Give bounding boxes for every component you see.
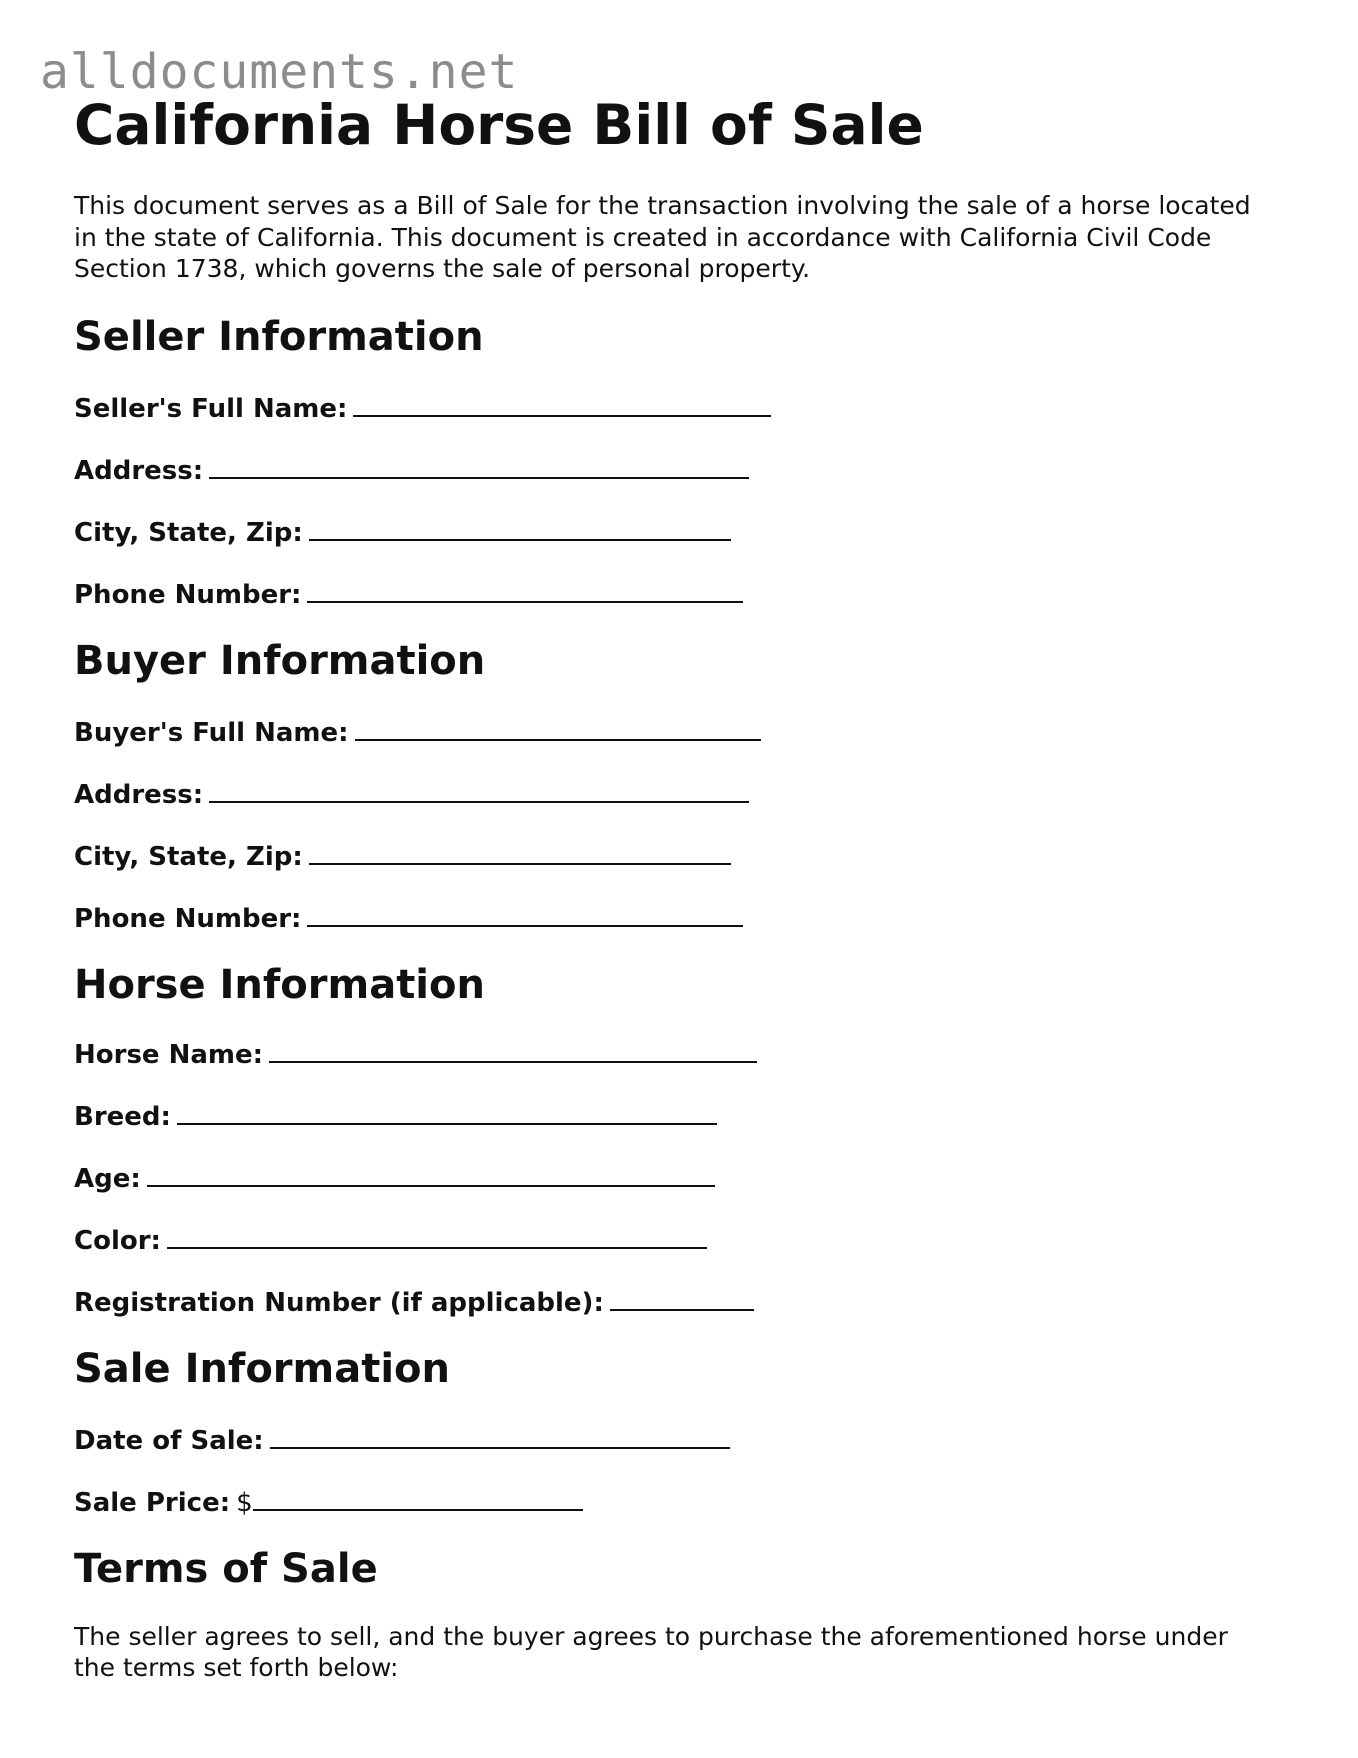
buyer-phone-blank[interactable] <box>307 899 743 927</box>
seller-section <box>74 389 1284 611</box>
seller-phone-field[interactable] <box>74 575 1284 611</box>
buyer-section <box>74 713 1284 935</box>
horse-breed-blank[interactable] <box>177 1097 717 1125</box>
sale-price-field[interactable] <box>74 1483 1284 1519</box>
horse-breed-field[interactable] <box>74 1097 1284 1133</box>
seller-address-field[interactable] <box>74 451 1284 487</box>
intro-paragraph: This document serves as a Bill of Sale for the transaction involving the sale of a horse located in the state of California. This document is created in accordance with California Civil Code Section 1738, which governs the sale of personal property. <box>74 191 1251 283</box>
buyer-city-label: City, State, Zip: <box>74 841 303 872</box>
horse-color-field[interactable] <box>74 1221 1284 1257</box>
buyer-name-label: Buyer's Full Name: <box>74 717 349 748</box>
horse-registration-blank[interactable] <box>610 1283 754 1311</box>
seller-name-label: Seller's Full Name: <box>74 393 348 424</box>
sale-price-currency: $ <box>236 1487 253 1518</box>
buyer-city-field[interactable] <box>74 837 1284 873</box>
buyer-address-blank[interactable] <box>209 775 749 803</box>
horse-age-blank[interactable] <box>147 1159 715 1187</box>
horse-color-label: Color: <box>74 1225 161 1256</box>
watermark: alldocuments.net <box>40 44 519 100</box>
seller-phone-label: Phone Number: <box>74 579 302 610</box>
buyer-address-label: Address: <box>74 779 204 810</box>
seller-city-blank[interactable] <box>309 513 731 541</box>
document-page <box>74 92 1284 1684</box>
sale-heading: Sale Information <box>74 1345 450 1392</box>
seller-address-blank[interactable] <box>209 451 749 479</box>
seller-phone-blank[interactable] <box>307 575 743 603</box>
horse-breed-label: Breed: <box>74 1101 171 1132</box>
buyer-name-blank[interactable] <box>355 713 761 741</box>
sale-date-label: Date of Sale: <box>74 1425 264 1456</box>
terms-paragraph: The seller agrees to sell, and the buyer agrees to purchase the aforementioned horse under the terms set forth below: <box>74 1621 1228 1682</box>
seller-city-field[interactable] <box>74 513 1284 549</box>
horse-name-label: Horse Name: <box>74 1039 264 1070</box>
sale-section <box>74 1421 1284 1519</box>
buyer-address-field[interactable] <box>74 775 1284 811</box>
horse-registration-field[interactable] <box>74 1283 1284 1319</box>
buyer-phone-field[interactable] <box>74 899 1284 935</box>
buyer-heading: Buyer Information <box>74 637 486 684</box>
horse-age-label: Age: <box>74 1163 141 1194</box>
document-title: California Horse Bill of Sale <box>74 93 924 157</box>
sale-price-blank[interactable] <box>253 1483 583 1511</box>
buyer-name-field[interactable] <box>74 713 1284 749</box>
horse-registration-label: Registration Number (if applicable): <box>74 1287 604 1318</box>
horse-age-field[interactable] <box>74 1159 1284 1195</box>
horse-color-blank[interactable] <box>167 1221 707 1249</box>
buyer-city-blank[interactable] <box>309 837 731 865</box>
buyer-phone-label: Phone Number: <box>74 903 302 934</box>
seller-name-blank[interactable] <box>353 389 771 417</box>
terms-heading: Terms of Sale <box>74 1545 378 1592</box>
seller-address-label: Address: <box>74 455 204 486</box>
sale-price-label: Sale Price: <box>74 1487 231 1518</box>
sale-date-field[interactable] <box>74 1421 1284 1457</box>
horse-section <box>74 1035 1284 1319</box>
horse-name-field[interactable] <box>74 1035 1284 1071</box>
seller-heading: Seller Information <box>74 313 484 360</box>
seller-name-field[interactable] <box>74 389 1284 425</box>
sale-date-blank[interactable] <box>270 1421 730 1449</box>
horse-name-blank[interactable] <box>269 1035 757 1063</box>
horse-heading: Horse Information <box>74 961 485 1008</box>
seller-city-label: City, State, Zip: <box>74 517 303 548</box>
